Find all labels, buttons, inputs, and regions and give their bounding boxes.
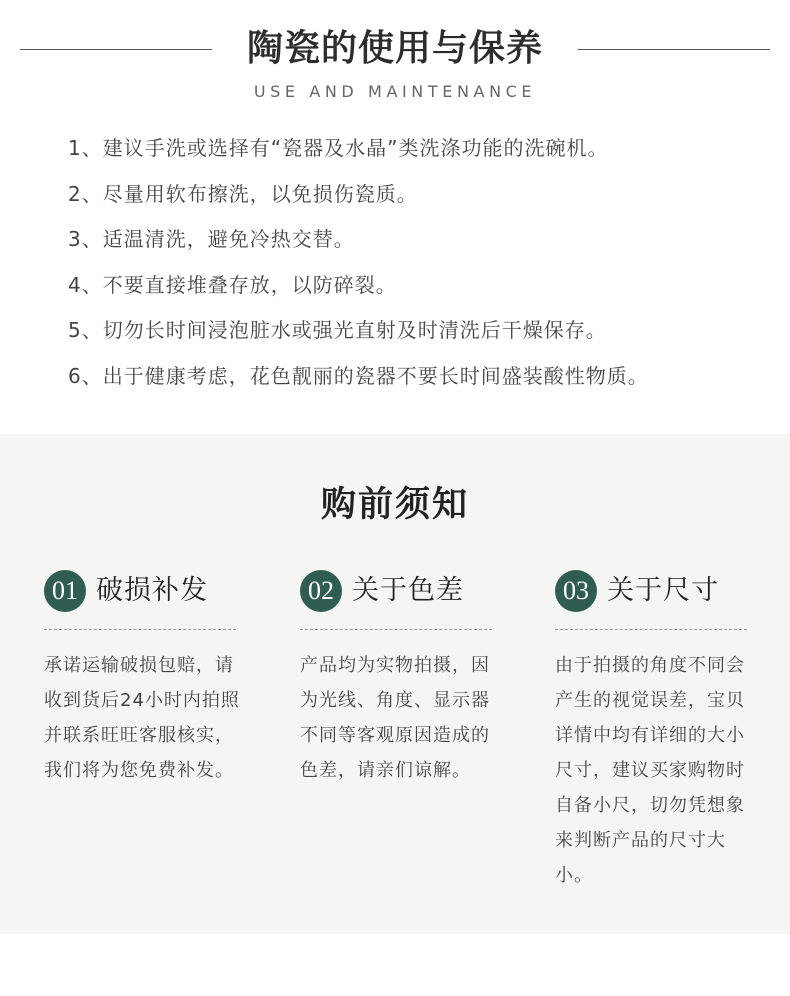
care-rule-list	[68, 134, 768, 408]
care-rule: 2、尽量用软布擦洗，以免损伤瓷质。	[68, 181, 418, 206]
notice-title: 购前须知	[320, 485, 469, 525]
care-title-row	[0, 24, 790, 74]
notice-column-header	[44, 570, 236, 612]
dashed-divider	[44, 629, 236, 630]
care-rule: 5、切勿长时间浸泡脏水或强光直射及时清洗后干燥保存。	[68, 318, 607, 343]
notice-column-header	[555, 570, 747, 612]
care-title: 陶瓷的使用与保养	[246, 28, 543, 69]
care-rule: 6、出于健康考虑，花色靓丽的瓷器不要长时间盛装酸性物质。	[68, 363, 649, 388]
notice-column-title: 关于尺寸	[607, 575, 719, 606]
care-section	[0, 0, 790, 434]
notice-column-damage	[44, 570, 240, 781]
notice-column-color	[300, 570, 492, 781]
care-rule: 1、建议手洗或选择有“瓷器及水晶”类洗涤功能的洗碗机。	[68, 136, 609, 160]
notice-column-title: 关于色差	[352, 575, 464, 606]
notice-column-text: 产品均为实物拍摄，因为光线、角度、显示器不同等客观原因造成的色差，请亲们谅解。	[300, 655, 490, 781]
title-divider-left	[20, 49, 212, 50]
number-badge: 02	[300, 570, 342, 612]
number-badge: 01	[44, 570, 86, 612]
dashed-divider	[555, 629, 747, 630]
notice-column-size	[555, 570, 747, 886]
purchase-notice-section	[0, 434, 790, 934]
notice-column-header	[300, 570, 492, 612]
notice-column-title: 破损补发	[96, 575, 208, 606]
dashed-divider	[300, 629, 492, 630]
notice-column-text: 承诺运输破损包赔，请收到货后24小时内拍照并联系旺旺客服核实，我们将为您免费补发。	[44, 655, 240, 781]
care-rule: 4、不要直接堆叠存放，以防碎裂。	[68, 272, 397, 297]
notice-column-text: 由于拍摄的角度不同会产生的视觉误差，宝贝详情中均有详细的大小尺寸，建议买家购物时自备小尺，切勿凭想象来判断产品的尺寸大小。	[555, 655, 745, 886]
care-rule: 3、适温清洗，避免冷热交替。	[68, 227, 355, 252]
number-badge: 03	[555, 570, 597, 612]
title-divider-right	[578, 49, 770, 50]
page-footer-space	[0, 934, 790, 996]
care-subtitle: USE AND MAINTENANCE	[253, 82, 537, 101]
